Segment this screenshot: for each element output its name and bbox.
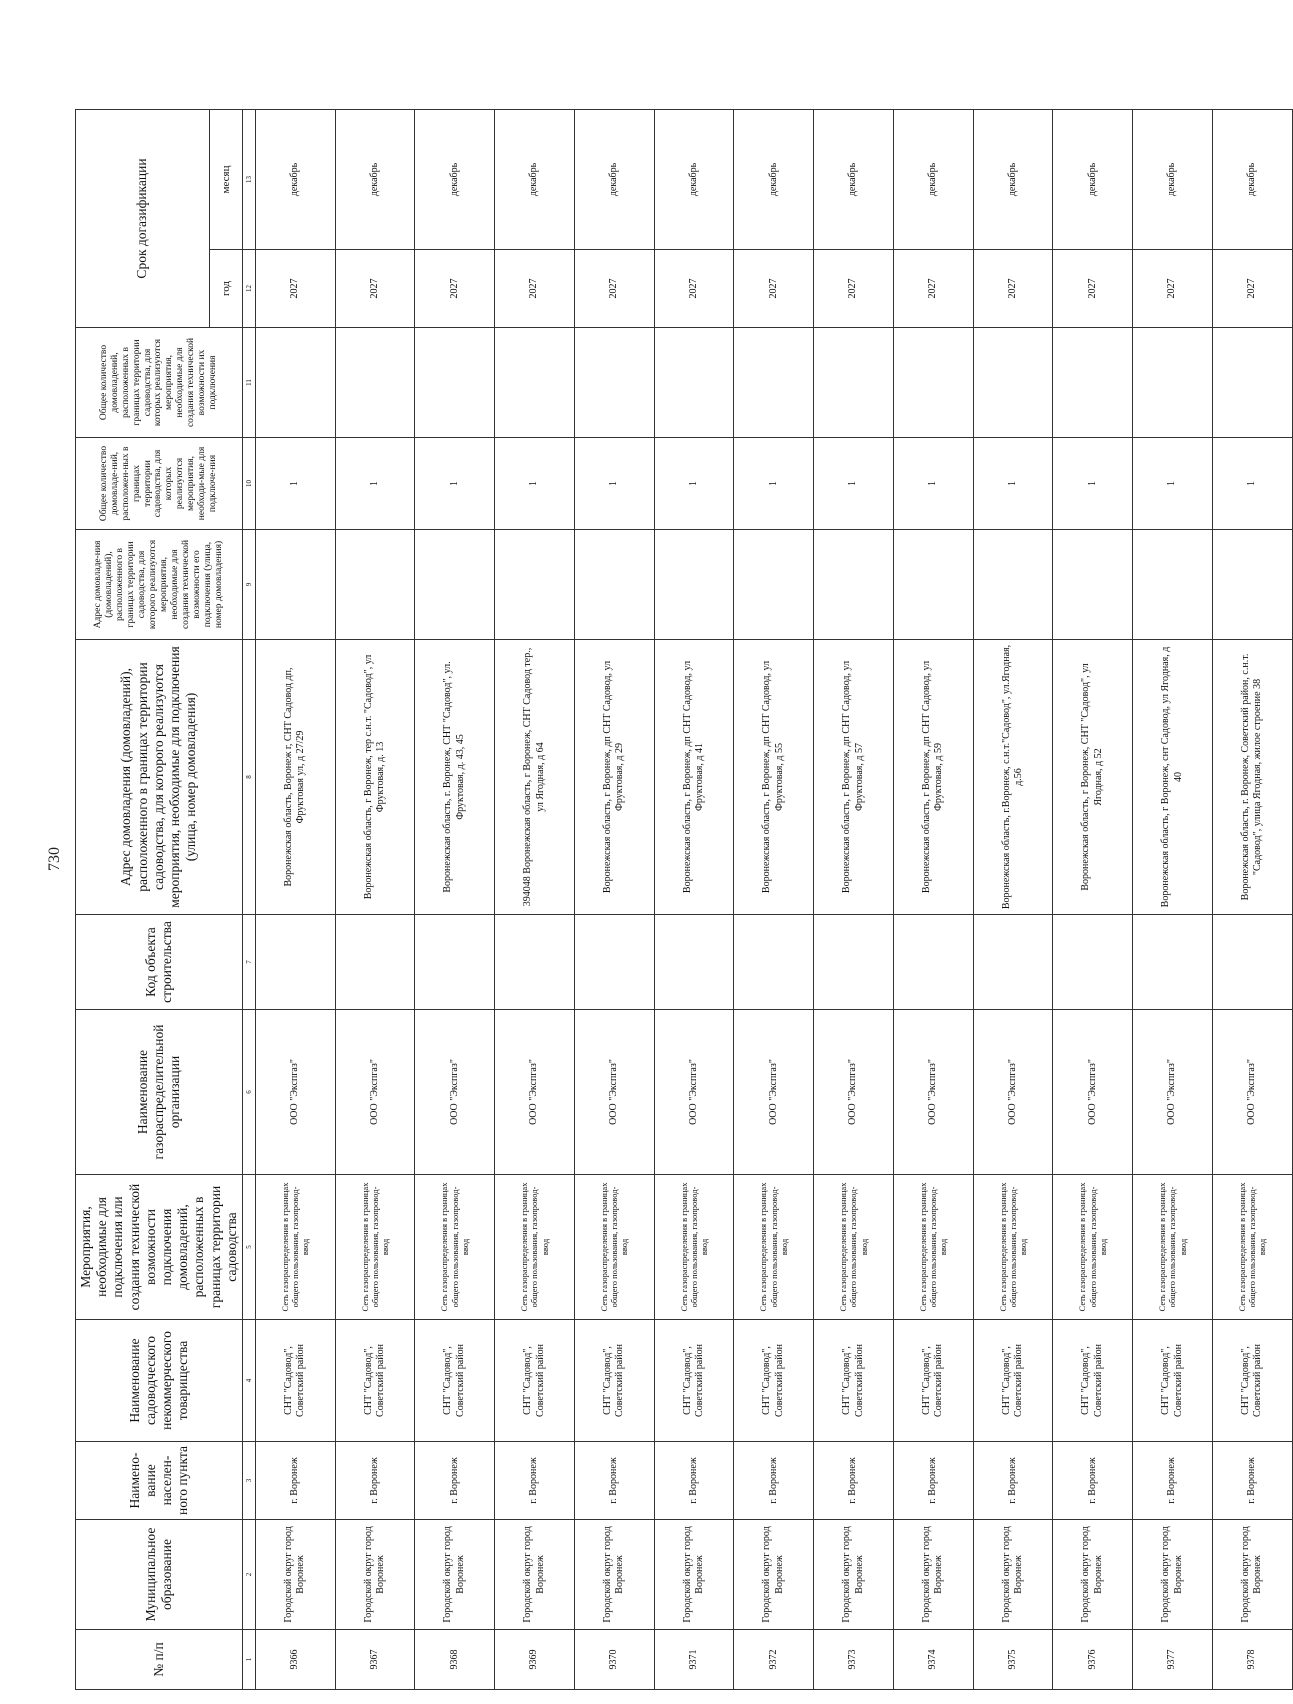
cell-municipality: Городской округ город Воронеж xyxy=(495,1520,575,1630)
cell-year: 2027 xyxy=(654,250,734,328)
column-number: 7 xyxy=(242,915,255,1010)
cell-object-code xyxy=(973,915,1053,1010)
cell-year: 2027 xyxy=(814,250,894,328)
cell-municipality: Городской округ город Воронеж xyxy=(1133,1520,1213,1630)
cell-month: декабрь xyxy=(1212,109,1292,249)
cell-object-code xyxy=(734,915,814,1010)
cell-month: декабрь xyxy=(255,109,335,249)
table-row xyxy=(335,109,415,1689)
cell-municipality: Городской округ город Воронеж xyxy=(814,1520,894,1630)
cell-address: Воронежская область, г. Воронеж, Советский район, с.н.т. "Садовод", улица Ягодная, жилое строение 38 xyxy=(1212,640,1292,915)
cell-total-connect: 1 xyxy=(893,438,973,530)
table-header xyxy=(76,109,256,1689)
cell-measures: Сеть газораспределения в границах общего пользования, газопровод-ввод xyxy=(734,1175,814,1320)
cell-num: 9371 xyxy=(654,1630,734,1690)
cell-object-code xyxy=(495,915,575,1010)
cell-total-tech xyxy=(893,328,973,438)
column-number: 12 xyxy=(242,250,255,328)
cell-num: 9367 xyxy=(335,1630,415,1690)
cell-year: 2027 xyxy=(1212,250,1292,328)
cell-address-tech xyxy=(1133,530,1213,640)
table-row xyxy=(574,109,654,1689)
cell-gas-org: ООО "Экспгаз" xyxy=(1053,1010,1133,1175)
cell-total-tech xyxy=(255,328,335,438)
cell-gas-org: ООО "Экспгаз" xyxy=(1133,1010,1213,1175)
cell-year: 2027 xyxy=(1053,250,1133,328)
cell-address-tech xyxy=(814,530,894,640)
cell-measures: Сеть газораспределения в границах общего пользования, газопровод-ввод xyxy=(1053,1175,1133,1320)
cell-snt: СНТ "Садовод", Советский район xyxy=(734,1320,814,1442)
cell-gas-org: ООО "Экспгаз" xyxy=(415,1010,495,1175)
cell-object-code xyxy=(415,915,495,1010)
cell-address: Воронежская область, Воронеж г, СНТ Садовод дп, Фруктовая ул, д 27/29 xyxy=(255,640,335,915)
cell-total-tech xyxy=(335,328,415,438)
table-body xyxy=(255,109,1292,1689)
cell-municipality: Городской округ город Воронеж xyxy=(893,1520,973,1630)
column-number: 2 xyxy=(242,1520,255,1630)
cell-object-code xyxy=(814,915,894,1010)
cell-municipality: Городской округ город Воронеж xyxy=(1212,1520,1292,1630)
cell-year: 2027 xyxy=(1133,250,1213,328)
cell-total-connect: 1 xyxy=(335,438,415,530)
header-measures: Мероприятия, необходимые для подключения или создания технической возможности подключения домовладений, расположенных в границах территории садоводства xyxy=(76,1175,243,1320)
cell-municipality: Городской округ город Воронеж xyxy=(973,1520,1053,1630)
cell-locality: г. Воронеж xyxy=(1212,1442,1292,1520)
cell-total-tech xyxy=(1053,328,1133,438)
cell-object-code xyxy=(574,915,654,1010)
cell-address-tech xyxy=(415,530,495,640)
cell-num: 9369 xyxy=(495,1630,575,1690)
cell-measures: Сеть газораспределения в границах общего пользования, газопровод-ввод xyxy=(893,1175,973,1320)
cell-address-tech xyxy=(255,530,335,640)
cell-municipality: Городской округ город Воронеж xyxy=(574,1520,654,1630)
cell-total-tech xyxy=(654,328,734,438)
cell-object-code xyxy=(335,915,415,1010)
cell-locality: г. Воронеж xyxy=(574,1442,654,1520)
cell-locality: г. Воронеж xyxy=(1133,1442,1213,1520)
column-number: 10 xyxy=(242,438,255,530)
cell-total-connect: 1 xyxy=(734,438,814,530)
cell-address-tech xyxy=(973,530,1053,640)
cell-measures: Сеть газораспределения в границах общего пользования, газопровод-ввод xyxy=(574,1175,654,1320)
cell-month: декабрь xyxy=(335,109,415,249)
cell-total-tech xyxy=(734,328,814,438)
cell-year: 2027 xyxy=(734,250,814,328)
column-number-row xyxy=(242,109,255,1689)
cell-gas-org: ООО "Экспгаз" xyxy=(574,1010,654,1175)
cell-total-tech xyxy=(814,328,894,438)
cell-snt: СНТ "Садовод", Советский район xyxy=(1053,1320,1133,1442)
cell-address: Воронежская область, г Воронеж, дп СНТ Садовод, ул Фруктовая, д 41 xyxy=(654,640,734,915)
cell-snt: СНТ "Садовод", Советский район xyxy=(893,1320,973,1442)
cell-measures: Сеть газораспределения в границах общего пользования, газопровод-ввод xyxy=(1212,1175,1292,1320)
cell-address: Воронежская область, г Воронеж, дп СНТ Садовод, ул Фруктовая, д 57 xyxy=(814,640,894,915)
cell-municipality: Городской округ город Воронеж xyxy=(734,1520,814,1630)
cell-num: 9374 xyxy=(893,1630,973,1690)
cell-measures: Сеть газораспределения в границах общего пользования, газопровод-ввод xyxy=(495,1175,575,1320)
cell-month: декабрь xyxy=(814,109,894,249)
cell-num: 9368 xyxy=(415,1630,495,1690)
cell-total-connect: 1 xyxy=(654,438,734,530)
gasification-table xyxy=(75,109,1293,1690)
cell-locality: г. Воронеж xyxy=(335,1442,415,1520)
column-number: 5 xyxy=(242,1175,255,1320)
cell-year: 2027 xyxy=(574,250,654,328)
cell-snt: СНТ "Садовод", Советский район xyxy=(1133,1320,1213,1442)
table-row xyxy=(973,109,1053,1689)
cell-address-tech xyxy=(1053,530,1133,640)
table-row xyxy=(734,109,814,1689)
cell-snt: СНТ "Садовод", Советский район xyxy=(1212,1320,1292,1442)
header-address-tech: Адрес домовладе-ния (домовладений), расположенного в границах территории садоводства, для которого реализуются мероприятия, необходимые для создания технической возможности его подключения (улица, номер домовладения) xyxy=(76,530,243,640)
column-number: 13 xyxy=(242,109,255,249)
cell-snt: СНТ "Садовод", Советский район xyxy=(814,1320,894,1442)
cell-num: 9375 xyxy=(973,1630,1053,1690)
cell-address: Воронежская область, г Воронеж, дп СНТ Садовод, ул Фруктовая, д 29 xyxy=(574,640,654,915)
cell-num: 9366 xyxy=(255,1630,335,1690)
cell-locality: г. Воронеж xyxy=(255,1442,335,1520)
cell-address-tech xyxy=(734,530,814,640)
cell-num: 9378 xyxy=(1212,1630,1292,1690)
cell-address-tech xyxy=(335,530,415,640)
cell-snt: СНТ "Садовод", Советский район xyxy=(973,1320,1053,1442)
cell-address: Воронежская область, г Воронеж, дп СНТ Садовод, ул Фруктовая, д 59 xyxy=(893,640,973,915)
cell-num: 9377 xyxy=(1133,1630,1213,1690)
header-gas-org: Наименование газораспределительной организации xyxy=(76,1010,243,1175)
header-municipality: Муниципальное образование xyxy=(76,1520,243,1630)
header-snt: Наименование садоводческого некоммерческого товарищества xyxy=(76,1320,243,1442)
cell-total-connect: 1 xyxy=(415,438,495,530)
cell-total-connect: 1 xyxy=(1212,438,1292,530)
table-row xyxy=(1212,109,1292,1689)
cell-measures: Сеть газораспределения в границах общего пользования, газопровод-ввод xyxy=(255,1175,335,1320)
column-number: 9 xyxy=(242,530,255,640)
table-row xyxy=(893,109,973,1689)
cell-measures: Сеть газораспределения в границах общего пользования, газопровод-ввод xyxy=(973,1175,1053,1320)
cell-locality: г. Воронеж xyxy=(814,1442,894,1520)
header-object-code: Код объекта строительства xyxy=(76,915,243,1010)
page-number: 730 xyxy=(46,847,63,871)
cell-gas-org: ООО "Экспгаз" xyxy=(973,1010,1053,1175)
cell-address: Воронежская область, г.Воронеж, с.н.т."Садовод", ул.Ягодная, д.56 xyxy=(973,640,1053,915)
cell-locality: г. Воронеж xyxy=(893,1442,973,1520)
cell-snt: СНТ "Садовод", Советский район xyxy=(415,1320,495,1442)
cell-municipality: Городской округ город Воронеж xyxy=(415,1520,495,1630)
cell-total-tech xyxy=(495,328,575,438)
cell-num: 9370 xyxy=(574,1630,654,1690)
table-row xyxy=(255,109,335,1689)
cell-gas-org: ООО "Экспгаз" xyxy=(255,1010,335,1175)
cell-month: декабрь xyxy=(495,109,575,249)
cell-measures: Сеть газораспределения в границах общего пользования, газопровод-ввод xyxy=(415,1175,495,1320)
cell-num: 9372 xyxy=(734,1630,814,1690)
header-year: год xyxy=(209,250,242,328)
header-month: месяц xyxy=(209,109,242,249)
table-row xyxy=(1133,109,1213,1689)
cell-total-connect: 1 xyxy=(495,438,575,530)
table-row xyxy=(814,109,894,1689)
cell-total-connect: 1 xyxy=(814,438,894,530)
cell-total-tech xyxy=(415,328,495,438)
cell-month: декабрь xyxy=(893,109,973,249)
cell-address-tech xyxy=(574,530,654,640)
cell-municipality: Городской округ город Воронеж xyxy=(335,1520,415,1630)
cell-measures: Сеть газораспределения в границах общего пользования, газопровод-ввод xyxy=(1133,1175,1213,1320)
header-num: № п/п xyxy=(76,1630,243,1690)
cell-snt: СНТ "Садовод", Советский район xyxy=(574,1320,654,1442)
header-total-tech: Общее количество домовладений, расположенных в границах территории садоводства, для которых реализуются мероприятия, необходимые для создания технической возможности их подключения xyxy=(76,328,243,438)
cell-gas-org: ООО "Экспгаз" xyxy=(1212,1010,1292,1175)
cell-municipality: Городской округ город Воронеж xyxy=(654,1520,734,1630)
column-number: 6 xyxy=(242,1010,255,1175)
header-locality: Наимено-вание населен-ного пункта xyxy=(76,1442,243,1520)
header-total-connect: Общее количество домовладе-ний, расположен-ных в границах территории садоводства, для которых реализуются мероприятия, необходи-мые для подключе-ния xyxy=(76,438,243,530)
cell-municipality: Городской округ город Воронеж xyxy=(255,1520,335,1630)
cell-month: декабрь xyxy=(1133,109,1213,249)
table-row xyxy=(495,109,575,1689)
cell-object-code xyxy=(1212,915,1292,1010)
cell-measures: Сеть газораспределения в границах общего пользования, газопровод-ввод xyxy=(814,1175,894,1320)
cell-month: декабрь xyxy=(654,109,734,249)
cell-locality: г. Воронеж xyxy=(415,1442,495,1520)
cell-num: 9376 xyxy=(1053,1630,1133,1690)
cell-gas-org: ООО "Экспгаз" xyxy=(893,1010,973,1175)
cell-address-tech xyxy=(654,530,734,640)
cell-total-connect: 1 xyxy=(255,438,335,530)
cell-address-tech xyxy=(1212,530,1292,640)
cell-measures: Сеть газораспределения в границах общего пользования, газопровод-ввод xyxy=(335,1175,415,1320)
cell-month: декабрь xyxy=(973,109,1053,249)
cell-address: Воронежская область, г. Воронеж, СНТ "Садовод", ул. Фруктовая, д. 43, 45 xyxy=(415,640,495,915)
column-number: 11 xyxy=(242,328,255,438)
column-number: 8 xyxy=(242,640,255,915)
column-number: 4 xyxy=(242,1320,255,1442)
cell-year: 2027 xyxy=(335,250,415,328)
cell-month: декабрь xyxy=(1053,109,1133,249)
cell-total-connect: 1 xyxy=(574,438,654,530)
cell-locality: г. Воронеж xyxy=(973,1442,1053,1520)
cell-object-code xyxy=(1133,915,1213,1010)
cell-month: декабрь xyxy=(574,109,654,249)
cell-gas-org: ООО "Экспгаз" xyxy=(814,1010,894,1175)
cell-object-code xyxy=(255,915,335,1010)
cell-locality: г. Воронеж xyxy=(654,1442,734,1520)
cell-num: 9373 xyxy=(814,1630,894,1690)
cell-total-connect: 1 xyxy=(1053,438,1133,530)
cell-total-connect: 1 xyxy=(973,438,1053,530)
cell-locality: г. Воронеж xyxy=(495,1442,575,1520)
cell-address: 394048 Воронежская область, г Воронеж, СНТ Садовод тер., ул Ягодная, д 64 xyxy=(495,640,575,915)
cell-snt: СНТ "Садовод", Советский район xyxy=(255,1320,335,1442)
cell-measures: Сеть газораспределения в границах общего пользования, газопровод-ввод xyxy=(654,1175,734,1320)
rotated-table-container xyxy=(75,110,1268,1690)
cell-address: Воронежская область, г Воронеж, СНТ "Садовод", ул Ягодная, д 52 xyxy=(1053,640,1133,915)
table-row xyxy=(415,109,495,1689)
table-row xyxy=(1053,109,1133,1689)
cell-total-tech xyxy=(574,328,654,438)
cell-gas-org: ООО "Экспгаз" xyxy=(734,1010,814,1175)
cell-address-tech xyxy=(893,530,973,640)
cell-locality: г. Воронеж xyxy=(1053,1442,1133,1520)
cell-year: 2027 xyxy=(973,250,1053,328)
cell-address: Воронежская область, г Воронеж, дп СНТ Садовод, ул Фруктовая, д 55 xyxy=(734,640,814,915)
table-row xyxy=(654,109,734,1689)
cell-object-code xyxy=(893,915,973,1010)
cell-snt: СНТ "Садовод", Советский район xyxy=(654,1320,734,1442)
header-address: Адрес домовладения (домовладений), расположенного в границах территории садоводства, для которого реализуются мероприятия, необходимые для подключения (улица, номер домовладения) xyxy=(76,640,243,915)
cell-total-tech xyxy=(973,328,1053,438)
cell-object-code xyxy=(654,915,734,1010)
cell-month: декабрь xyxy=(734,109,814,249)
cell-total-tech xyxy=(1212,328,1292,438)
cell-year: 2027 xyxy=(255,250,335,328)
column-number: 1 xyxy=(242,1630,255,1690)
cell-address-tech xyxy=(495,530,575,640)
cell-year: 2027 xyxy=(495,250,575,328)
cell-locality: г. Воронеж xyxy=(734,1442,814,1520)
cell-gas-org: ООО "Экспгаз" xyxy=(654,1010,734,1175)
cell-year: 2027 xyxy=(415,250,495,328)
cell-total-connect: 1 xyxy=(1133,438,1213,530)
cell-address: Воронежская область, г Воронеж, снт Садовод, ул Ягодная, д 40 xyxy=(1133,640,1213,915)
column-number: 3 xyxy=(242,1442,255,1520)
header-row xyxy=(76,109,210,1689)
cell-snt: СНТ "Садовод", Советский район xyxy=(495,1320,575,1442)
cell-object-code xyxy=(1053,915,1133,1010)
cell-total-tech xyxy=(1133,328,1213,438)
cell-year: 2027 xyxy=(893,250,973,328)
cell-gas-org: ООО "Экспгаз" xyxy=(335,1010,415,1175)
cell-snt: СНТ "Садовод", Советский район xyxy=(335,1320,415,1442)
header-term: Срок догазификации xyxy=(76,109,210,327)
cell-gas-org: ООО "Экспгаз" xyxy=(495,1010,575,1175)
cell-address: Воронежская область, г Воронеж, тер с.н.т. "Садовод", ул Фруктовая, д. 13 xyxy=(335,640,415,915)
cell-month: декабрь xyxy=(415,109,495,249)
cell-municipality: Городской округ город Воронеж xyxy=(1053,1520,1133,1630)
